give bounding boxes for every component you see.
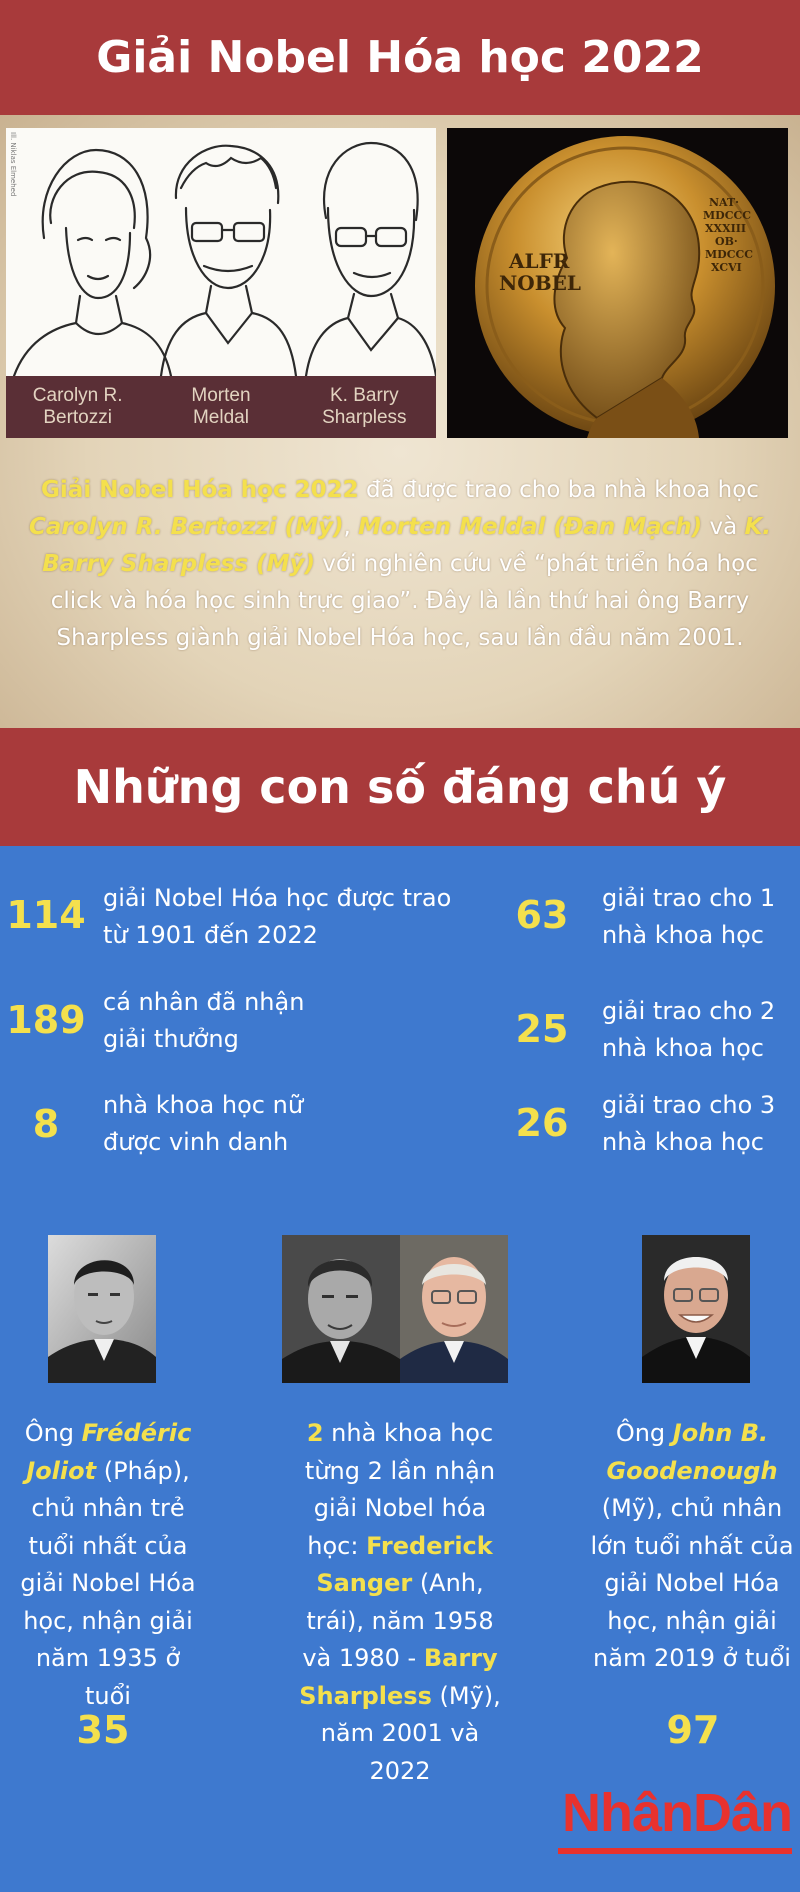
- laureate-names: [6, 376, 436, 438]
- caption-text: Ông: [24, 1419, 82, 1447]
- goodenough-name: John B. Goodenough: [606, 1419, 778, 1485]
- sanger-name: Frederick Sanger: [316, 1531, 493, 1597]
- youngest-age: 35: [76, 1708, 130, 1752]
- page-title: Giải Nobel Hóa học 2022: [0, 0, 800, 115]
- laureates-illustration: [6, 128, 436, 438]
- section-title: Những con số đáng chú ý: [0, 728, 800, 846]
- stat-number: 26: [515, 1101, 569, 1145]
- illustration-credit: Ill. Niklas Elmehed: [9, 132, 17, 197]
- logo-text: NhânDân: [561, 1783, 792, 1843]
- stat-number: 8: [32, 1102, 60, 1146]
- laureate-bertozzi: Carolyn R. Bertozzi (Mỹ): [28, 514, 344, 540]
- stat-number: 114: [6, 893, 86, 937]
- stat-number: 63: [515, 893, 569, 937]
- goodenough-caption: [588, 1415, 796, 1678]
- medal-left-text: ALFR NOBEL: [499, 249, 581, 295]
- medal-right-text: NAT· MDCCC XXXIII OB· MDCCC XCVI: [703, 196, 753, 274]
- stat-text: giải Nobel Hóa học được trao từ 1901 đến 2022: [103, 884, 452, 949]
- laureate-sharpless: K. Barry Sharpless (Mỹ): [42, 514, 772, 577]
- stat-text: giải trao cho 3 nhà khoa học: [602, 1091, 776, 1156]
- joliot-photo: [48, 1235, 156, 1383]
- sanger-photo: [282, 1235, 400, 1383]
- intro-text: đã được trao cho ba nhà khoa học: [358, 477, 759, 503]
- logo-underline: [558, 1848, 792, 1854]
- stat-text: giải trao cho 2 nhà khoa học: [602, 997, 776, 1062]
- stat-text: nhà khoa học nữ được vinh danh: [103, 1091, 304, 1156]
- stat-text: cá nhân đã nhận giải thưởng: [103, 988, 305, 1053]
- caption-text: (Pháp), chủ nhân trẻ tuổi nhất của giải Nobel Hóa học, nhận giải năm 1935 ở tuổi: [20, 1456, 196, 1710]
- laureate-name: Morten Meldal: [191, 385, 251, 428]
- sharpless-photo: [400, 1235, 508, 1383]
- oldest-age: 97: [666, 1708, 720, 1752]
- stat-number: 25: [515, 1007, 569, 1051]
- joliot-name: Frédéric Joliot: [26, 1419, 192, 1485]
- laureates-drawing: [6, 128, 436, 376]
- nobel-medal-image: [447, 128, 788, 438]
- caption-text: Ông: [615, 1419, 673, 1447]
- twice-count: 2: [306, 1419, 324, 1447]
- twice-winners-caption: [292, 1415, 508, 1790]
- caption-text: (Mỹ), chủ nhân lớn tuổi nhất của giải Nobel Hóa học, nhận giải năm 2019 ở tuổi: [590, 1494, 794, 1672]
- goodenough-photo: [642, 1235, 750, 1383]
- intro-text: ,: [343, 514, 359, 540]
- joliot-caption: [10, 1415, 206, 1715]
- prize-name: Giải Nobel Hóa học 2022: [41, 477, 359, 503]
- laureate-name: Carolyn R. Bertozzi: [32, 385, 123, 428]
- intro-text: với nghiên cứu về “phát triển hóa học click và hóa học sinh trực giao”. Đây là lần thứ hai ông Barry Sharpless giành giải Nobel Hóa học, sau lần đầu năm 2001.: [50, 551, 758, 651]
- stat-number: 189: [6, 998, 86, 1042]
- sharpless-name: Barry Sharpless: [299, 1644, 498, 1710]
- intro-paragraph: [24, 472, 776, 657]
- caption-text: (Anh, trái), năm 1958 và 1980 -: [302, 1569, 494, 1672]
- caption-text: nhà khoa học từng 2 lần nhận giải Nobel hóa học:: [304, 1419, 496, 1560]
- stat-text: giải trao cho 1 nhà khoa học: [602, 884, 776, 949]
- intro-text: và: [702, 514, 745, 540]
- laureate-meldal: Morten Meldal (Đan Mạch): [358, 514, 703, 540]
- laureate-name: K. Barry Sharpless: [322, 385, 407, 428]
- nobel-medal-icon: [447, 128, 788, 438]
- nhandan-logo: [552, 1782, 792, 1862]
- caption-text: (Mỹ), năm 2001 và 2022: [320, 1681, 501, 1785]
